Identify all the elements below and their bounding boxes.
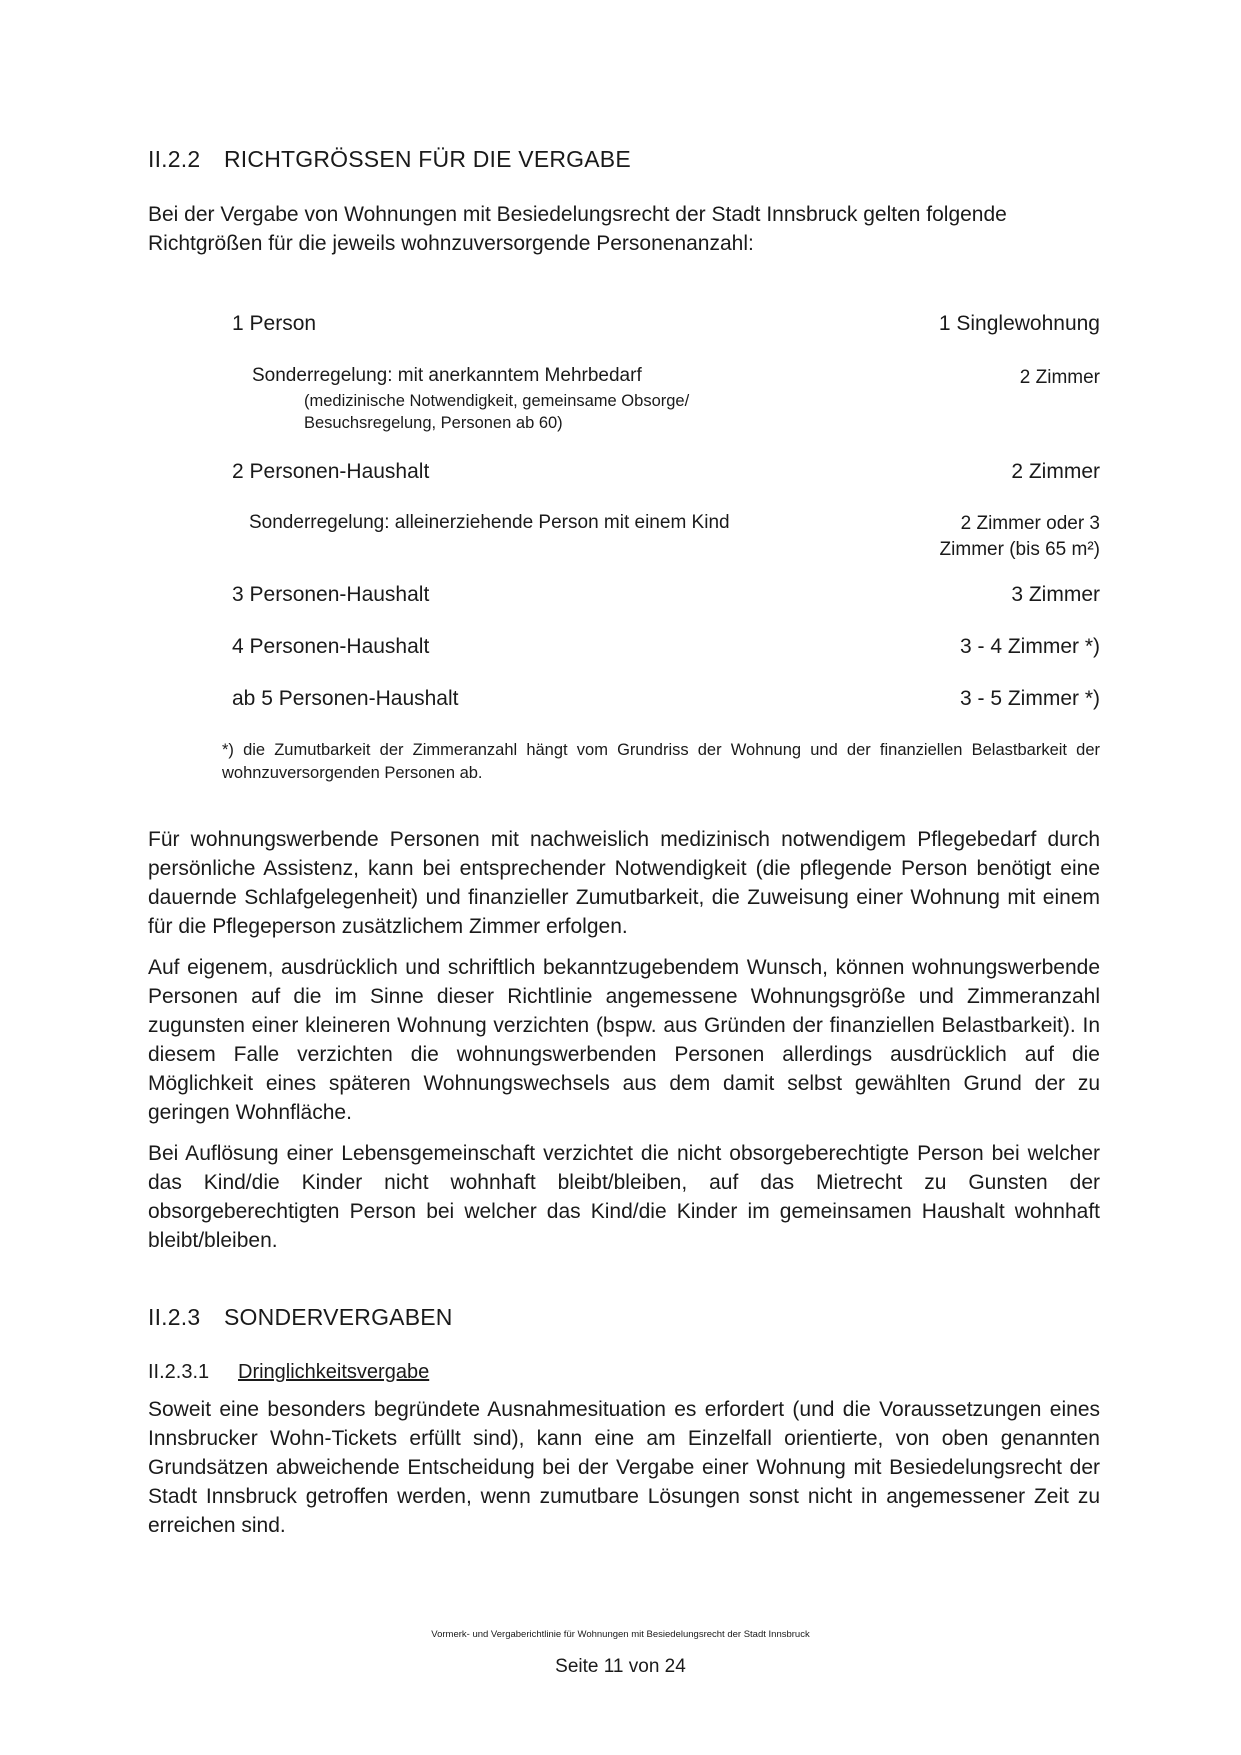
special-rule-1-note-line-1: (medizinische Notwendigkeit, gemeinsame Obsorge/ bbox=[304, 392, 690, 410]
paragraph-separation: Bei Auflösung einer Lebensgemeinschaft verzichtet die nicht obsorgeberechtigte Person bei welcher das Kind/die Kinder nicht wohnhaft bleibt/bleiben, auf das Mietrecht zu Gunsten der obsorgeberechtigten Person bei welcher das Kind/die Kinder im gemeinsamen Haushalt wohnhaft bleibt/bleiben. bbox=[148, 1142, 1100, 1252]
row-value: 2 Zimmer bbox=[1011, 460, 1100, 483]
special-rule-2-value-line-1: 2 Zimmer oder 3 bbox=[960, 513, 1100, 534]
special-rule-1-note-line-2: Besuchsregelung, Personen ab 60) bbox=[304, 414, 563, 432]
special-rule-2-label: Sonderregelung: alleinerziehende Person mit einem Kind bbox=[249, 512, 730, 533]
page-number: Seite 11 von 24 bbox=[555, 1656, 686, 1677]
section-heading-2-2-2 bbox=[148, 146, 631, 173]
subsection-number: II.2.3.1 bbox=[148, 1361, 210, 1383]
row-label: 4 Personen-Haushalt bbox=[232, 635, 430, 658]
paragraph-own-wish: Auf eigenem, ausdrücklich und schriftlich bekanntzugebendem Wunsch, können wohnungswerbende Personen auf die im Sinne dieser Richtlinie angemessene Wohnungsgröße und Zimmeranzahl zugunsten einer kleineren Wohnung verzichten (bspw. aus Gründen der finanziellen Belastbarkeit). In diesem Falle verzichten die wohnungswerbenden Personen allerdings ausdrücklich auf die Möglichkeit eines späteren Wohnungswechsels aus dem damit selbst gewählten Grund der zu geringen Wohnfläche. bbox=[148, 956, 1100, 1124]
section-title: SONDERVERGABEN bbox=[224, 1304, 453, 1330]
section-title: RICHTGRÖSSEN FÜR DIE VERGABE bbox=[224, 146, 631, 172]
subsection-title: Dringlichkeitsvergabe bbox=[238, 1361, 430, 1383]
row-value: 3 Zimmer bbox=[1011, 583, 1100, 606]
paragraph-care-assistance: Für wohnungswerbende Personen mit nachweislich medizinisch notwendigem Pflegebedarf durch persönliche Assistenz, kann bei entsprechender Notwendigkeit (die pflegende Person benötigt eine dauernde Schlafgelegenheit) und finanzieller Zumutbarkeit, die Zuweisung einer Wohnung mit einem für die Pflegeperson zusätzlichem Zimmer erfolgen. bbox=[148, 828, 1100, 938]
row-value: 3 - 5 Zimmer *) bbox=[959, 687, 1100, 710]
section-number: II.2.2 bbox=[148, 146, 201, 172]
footer-document-title: Vormerk- und Vergaberichtlinie für Wohnungen mit Besiedelungsrecht der Stadt Innsbruck bbox=[431, 1629, 810, 1640]
row-value: 1 Singlewohnung bbox=[938, 312, 1100, 335]
special-rule-1-value: 2 Zimmer bbox=[1019, 367, 1100, 388]
subsection-heading-2-2-3-1 bbox=[148, 1361, 429, 1384]
row-label: ab 5 Personen-Haushalt bbox=[232, 687, 459, 710]
special-rule-2-value-line-2: Zimmer (bis 65 m²) bbox=[939, 539, 1100, 560]
special-rule-1-label: Sonderregelung: mit anerkanntem Mehrbedarf bbox=[252, 365, 642, 386]
row-label: 2 Personen-Haushalt bbox=[232, 460, 430, 483]
row-label: 3 Personen-Haushalt bbox=[232, 583, 430, 606]
section-number: II.2.3 bbox=[148, 1304, 201, 1330]
row-label: 1 Person bbox=[232, 312, 317, 335]
row-value: 3 - 4 Zimmer *) bbox=[959, 635, 1100, 658]
table-footnote: *) die Zumutbarkeit der Zimmeranzahl hängt vom Grundriss der Wohnung und der finanziellen Belastbarkeit der wohnzuversorgenden Personen ab. bbox=[222, 741, 1100, 782]
special-rule-2-value bbox=[940, 511, 1100, 563]
paragraph-urgency-allocation: Soweit eine besonders begründete Ausnahmesituation es erfordert (und die Voraussetzungen eines Innsbrucker Wohn-Tickets erfüllt sind), kann eine am Einzelfall orientierte, von oben genannten Grundsätzen abweichende Entscheidung bei der Vergabe einer Wohnung mit Besiedelungsrecht der Stadt Innsbruck getroffen werden, wenn zumutbare Lösungen sonst nicht in angemessener Zeit zu erreichen sind. bbox=[148, 1398, 1100, 1537]
section-heading-2-2-3 bbox=[148, 1304, 453, 1331]
intro-paragraph: Bei der Vergabe von Wohnungen mit Besiedelungsrecht der Stadt Innsbruck gelten folgende Richtgrößen für die jeweils wohnzuversorgende Personenanzahl: bbox=[148, 203, 1007, 255]
